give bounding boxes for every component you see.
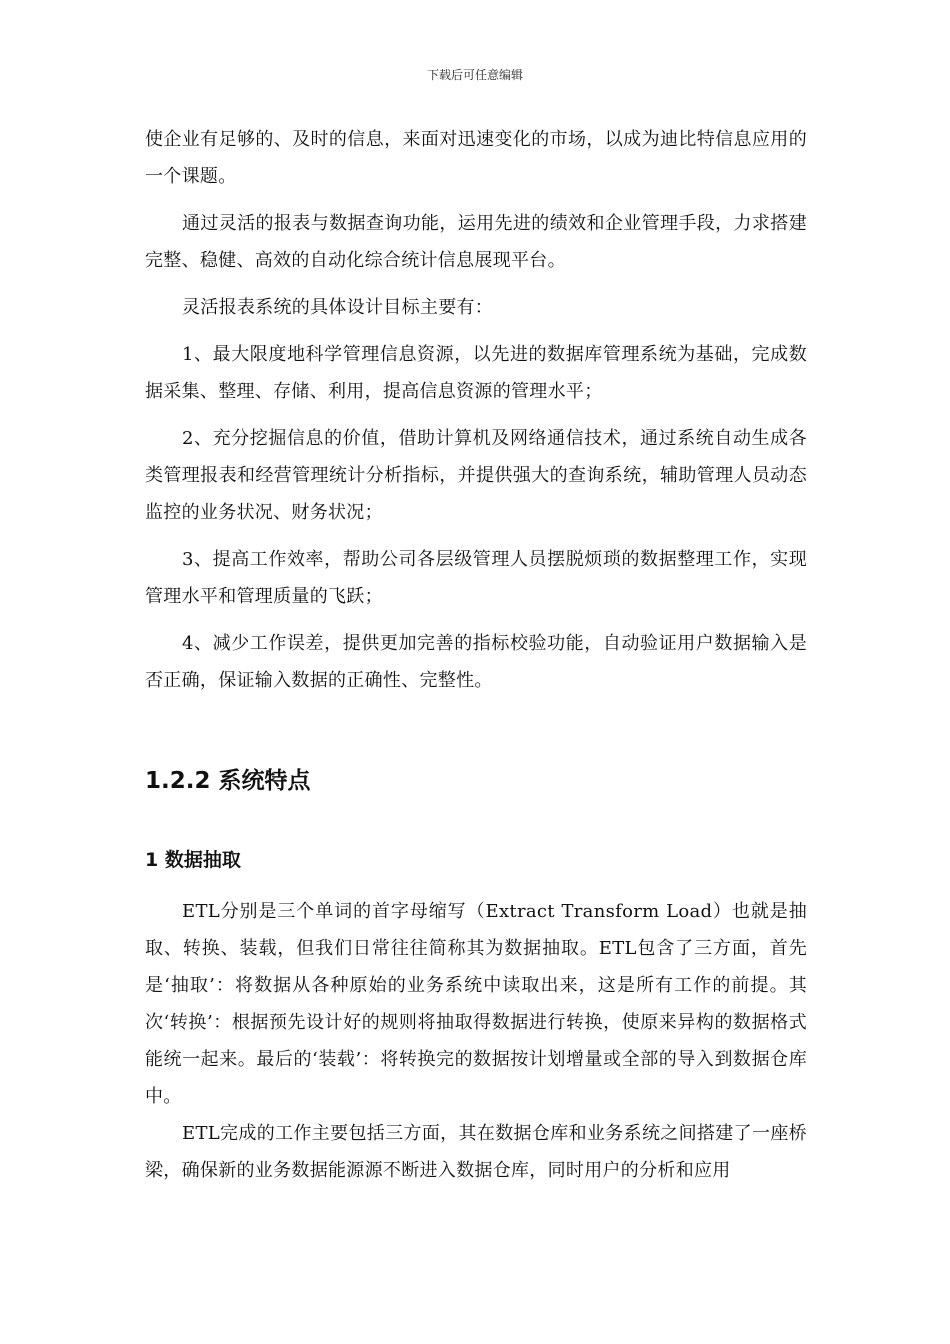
paragraph-platform: 通过灵活的报表与数据查询功能，运用先进的绩效和企业管理手段，力求搭建完整、稳健、高效的自动化综合统计信息展现平台。 — [145, 213, 807, 271]
paragraph-goal-3: 3、提高工作效率，帮助公司各层级管理人员摆脱烦琐的数据整理工作，实现管理水平和管理质量的飞跃； — [145, 549, 807, 607]
subsection-heading: 1 数据抽取 — [145, 849, 241, 871]
paragraph-goals-intro: 灵活报表系统的具体设计目标主要有： — [182, 297, 494, 318]
paragraph-etl-definition: ETL分别是三个单词的首字母缩写（Extract Transform Load）也就是抽取、转换、装载，但我们日常往往简称其为数据抽取。ETL包含了三方面，首先是‘抽取’：将数据从各种原始的业务系统中读取出来，这是所有工作的前提。其次‘转换’：根据预先设计好的规则将抽取得数据进行转换，使原来异构的数据格式能统一起来。最后的‘装载’：将转换完的数据按计划增量或全部的导入到数据仓库中。 — [145, 901, 807, 1107]
paragraph-intro: 使企业有足够的、及时的信息，来面对迅速变化的市场，以成为迪比特信息应用的一个课题。 — [145, 129, 807, 187]
page-header: 下载后可任意编辑 — [426, 68, 523, 82]
paragraph-goal-1: 1、最大限度地科学管理信息资源，以先进的数据库管理系统为基础，完成数据采集、整理、存储、利用，提高信息资源的管理水平； — [145, 344, 807, 402]
paragraph-goal-2: 2、充分挖掘信息的价值，借助计算机及网络通信技术，通过系统自动生成各类管理报表和经营管理统计分析指标，并提供强大的查询系统，辅助管理人员动态监控的业务状况、财务状况； — [145, 428, 807, 523]
paragraph-goal-4: 4、减少工作误差，提供更加完善的指标校验功能，自动验证用户数据输入是否正确，保证输入数据的正确性、完整性。 — [145, 633, 807, 691]
document-body — [145, 121, 807, 1189]
paragraph-etl-work: ETL完成的工作主要包括三方面，其在数据仓库和业务系统之间搭建了一座桥梁，确保新的业务数据能源源不断进入数据仓库，同时用户的分析和应用 — [145, 1123, 807, 1181]
section-heading: 1.2.2 系统特点 — [145, 768, 311, 794]
